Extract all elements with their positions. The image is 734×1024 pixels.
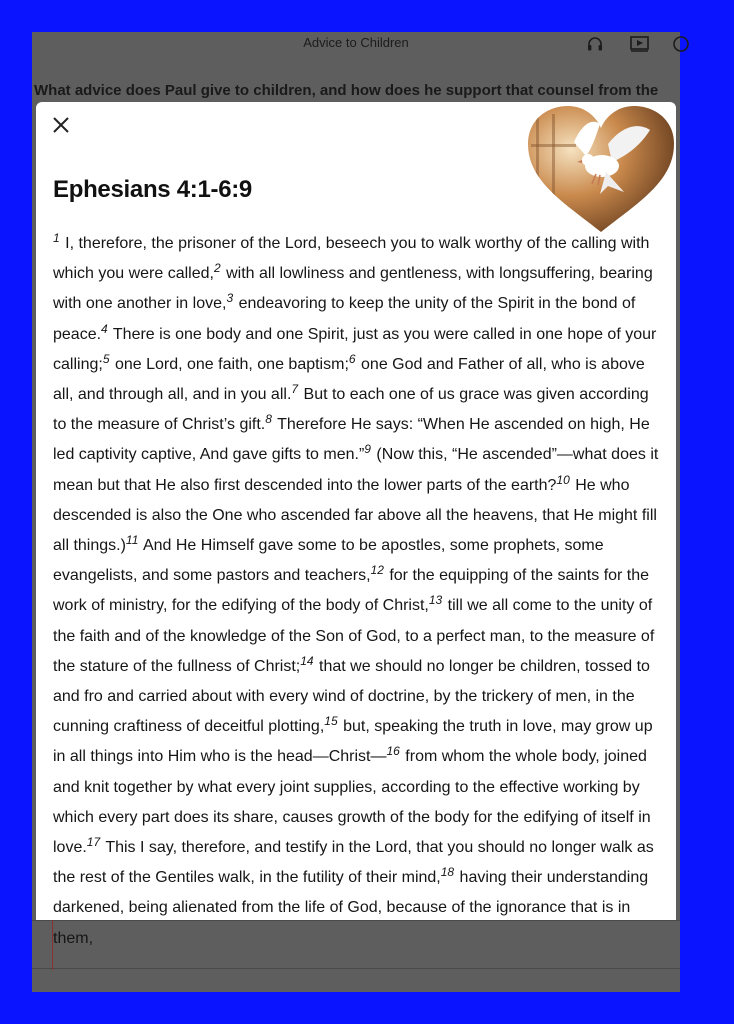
verse-number: 9 bbox=[364, 442, 371, 457]
scripture-heading: Ephesians 4:1-6:9 bbox=[53, 176, 252, 203]
verse-text: one God and Father of all, who is above all, and through all, and in you all. bbox=[53, 355, 645, 404]
verse-text: But to each one of us grace was given according to the measure of Christ’s gift. bbox=[53, 386, 649, 434]
scripture-text bbox=[53, 229, 665, 954]
verse-number: 6 bbox=[348, 351, 356, 366]
verse-number: 10 bbox=[556, 472, 570, 487]
verse-number: 4 bbox=[101, 321, 108, 336]
verse-number: 11 bbox=[125, 533, 139, 548]
verse-text: having their understanding darkened, being alienated from the life of God, because of the ignorance that is in them, bbox=[53, 869, 649, 947]
verse-text: one Lord, one faith, one baptism; bbox=[110, 355, 349, 373]
verse-number: 14 bbox=[300, 653, 314, 668]
verse-text: And He Himself gave some to be apostles, some prophets, some evangelists, and some pastors and teachers, bbox=[53, 537, 604, 585]
verse-number: 13 bbox=[428, 593, 443, 608]
close-icon[interactable] bbox=[50, 114, 72, 136]
verse-text: but, speaking the truth in love, may grow up in all things into Him who is the head—Christ— bbox=[53, 718, 653, 766]
verse-number: 17 bbox=[86, 835, 101, 850]
headphones-icon[interactable] bbox=[586, 35, 604, 53]
verse-text: that we should no longer be children, tossed to and fro and carried about with every wind of doctrine, by the trickery of men, in the cunning craftiness of deceitful plotting, bbox=[53, 657, 650, 736]
verse-number: 7 bbox=[291, 382, 299, 397]
verse-number: 16 bbox=[386, 744, 400, 759]
dove-heart-image bbox=[526, 104, 676, 234]
verse-text: Therefore He says: “When He ascended on high, He led captivity captive, And gave gifts to men.” bbox=[53, 416, 650, 464]
verse-number: 15 bbox=[324, 714, 338, 729]
verse-number: 1 bbox=[53, 231, 60, 245]
verse-number: 2 bbox=[213, 261, 221, 276]
verse-text: He who descended is also the One who ascended far above all the heavens, that He might fill all things.) bbox=[53, 476, 657, 555]
verse-number: 18 bbox=[440, 865, 455, 880]
verse-number: 8 bbox=[265, 412, 272, 427]
verse-text: (Now this, “He ascended”—what does it mean but that He also first descended into the lower parts of the earth? bbox=[53, 446, 659, 494]
play-video-icon[interactable] bbox=[630, 35, 648, 53]
more-icon[interactable] bbox=[672, 35, 690, 53]
verse-number: 5 bbox=[102, 351, 110, 366]
question-text: What advice does Paul give to children, and how does he support that counsel from the bbox=[34, 82, 659, 99]
verse-number: 12 bbox=[370, 563, 384, 578]
verse-text: endeavoring to keep the unity of the Spirit in the bond of peace. bbox=[53, 295, 636, 343]
verse-number: 3 bbox=[226, 291, 234, 306]
scripture-modal bbox=[36, 102, 676, 947]
verse-text: I, therefore, the prisoner of the Lord, beseech you to walk worthy of the calling with which you were called, bbox=[53, 235, 650, 283]
top-bar bbox=[32, 32, 680, 56]
verse-text: from whom the whole body, joined and knit together by what every joint supplies, according to the effective working by which every part does its share, causes growth of the body for the edifying of itself in love. bbox=[53, 748, 651, 857]
page-title: Advice to Children bbox=[303, 35, 409, 50]
verse-text: with all lowliness and gentleness, with longsuffering, bearing with one another in love, bbox=[53, 265, 653, 313]
verse-text: till we all come to the unity of the faith and of the knowledge of the Son of God, to a perfect man, to the measure of the stature of the fullness of Christ; bbox=[53, 597, 655, 675]
verse-text: for the equipping of the saints for the work of ministry, for the edifying of the body of Christ, bbox=[53, 567, 650, 615]
divider bbox=[32, 968, 680, 969]
verse-text: There is one body and one Spirit, just as you were called in one hope of your calling; bbox=[53, 325, 657, 373]
verse-text: This I say, therefore, and testify in the Lord, that you should no longer walk as the rest of the Gentiles walk, in the futility of their mind, bbox=[53, 839, 654, 887]
